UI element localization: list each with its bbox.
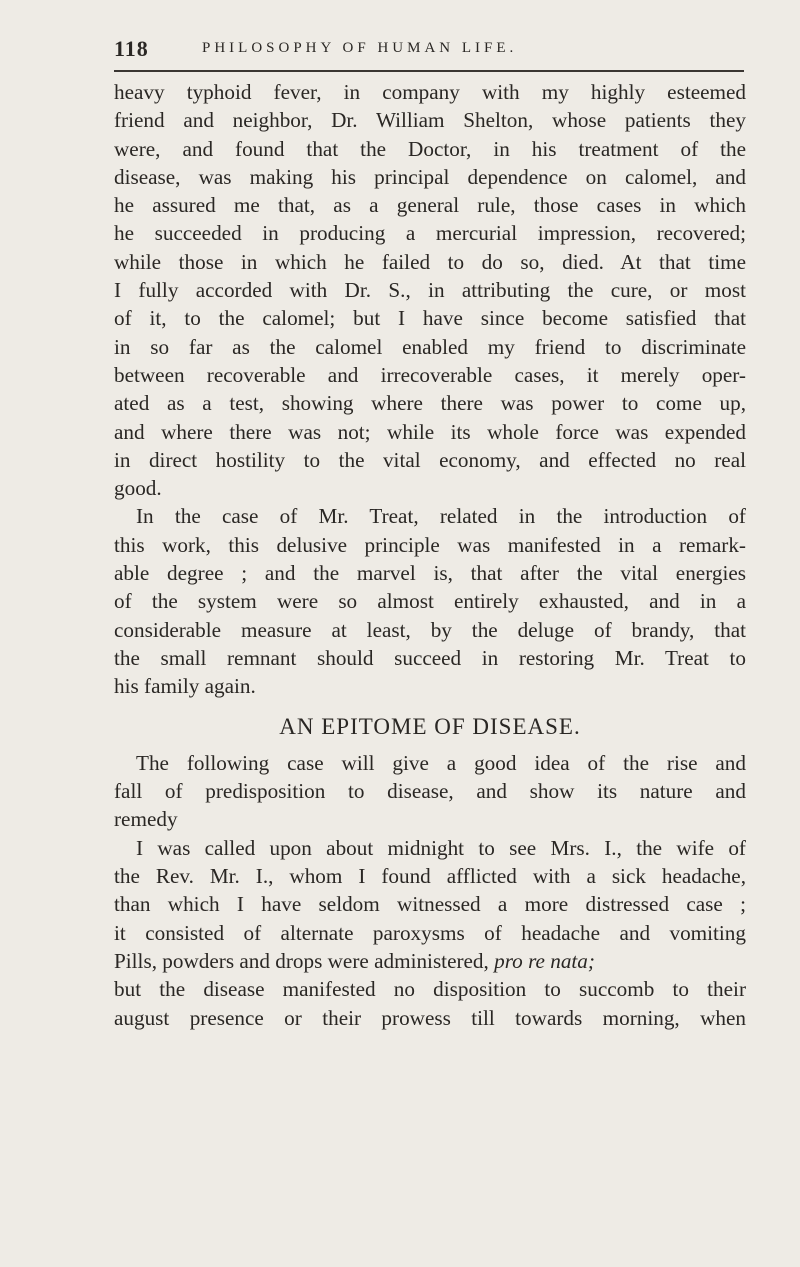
text-line: in so far as the calomel enabled my friend to discriminate bbox=[114, 334, 746, 359]
text-line: disease, was making his principal dependence on calomel, and bbox=[114, 164, 746, 189]
text-line: ated as a test, showing where there was power to come up, bbox=[114, 391, 746, 416]
text-line: I was called upon about midnight to see Mrs. I., the wife of bbox=[136, 835, 746, 860]
section-heading: AN EPITOME OF DISEASE. bbox=[279, 713, 581, 739]
text-line: and where there was not; while its whole force was expended bbox=[114, 419, 746, 444]
text-line: In the case of Mr. Treat, related in the introduction of bbox=[136, 504, 746, 529]
text-line: of it, to the calomel; but I have since become satisfied that bbox=[114, 306, 746, 331]
text-line: of the system were so almost entirely exhausted, and in a bbox=[114, 589, 746, 614]
text-line: were, and found that the Doctor, in his treatment of the bbox=[114, 136, 746, 161]
text-line: in direct hostility to the vital economy, and effected no real bbox=[114, 447, 746, 472]
text-segment: Pills, powders and drops were administered, bbox=[114, 948, 489, 973]
text-line bbox=[114, 947, 746, 975]
header-rule bbox=[114, 70, 744, 72]
text-line: august presence or their prowess till towards morning, when bbox=[114, 1005, 746, 1030]
text-line: good. bbox=[114, 476, 162, 501]
running-title: PHILOSOPHY OF HUMAN LIFE. bbox=[202, 40, 518, 56]
text-line: I fully accorded with Dr. S., in attributing the cure, or most bbox=[114, 278, 746, 303]
page-number: 118 bbox=[114, 36, 149, 61]
text-line: The following case will give a good idea of the rise and bbox=[136, 750, 746, 775]
body-text bbox=[114, 78, 746, 1032]
text-line: he assured me that, as a general rule, those cases in which bbox=[114, 193, 746, 218]
paragraph-continued bbox=[114, 78, 746, 502]
text-line: but the disease manifested no disposition to succomb to their bbox=[114, 977, 746, 1002]
text-line: friend and neighbor, Dr. William Shelton, whose patients they bbox=[114, 108, 746, 133]
text-line: the small remnant should succeed in restoring Mr. Treat to bbox=[114, 645, 746, 670]
text-line: he succeeded in producing a mercurial impression, recovered; bbox=[114, 221, 746, 246]
text-line: considerable measure at least, by the deluge of brandy, that bbox=[114, 617, 746, 642]
paragraph-epitome-intro bbox=[114, 749, 746, 834]
text-line: his family again. bbox=[114, 674, 256, 699]
text-line: while those in which he failed to do so, died. At that time bbox=[114, 249, 746, 274]
text-line: able degree ; and the marvel is, that after the vital energies bbox=[114, 561, 746, 586]
text-line: this work, this delusive principle was manifested in a remark- bbox=[114, 532, 746, 557]
text-line: heavy typhoid fever, in company with my highly esteemed bbox=[114, 80, 746, 104]
text-line: remedy bbox=[114, 807, 178, 832]
text-line: than which I have seldom witnessed a more distressed case ; bbox=[114, 892, 746, 917]
text-line: the Rev. Mr. I., whom I found afflicted with a sick headache, bbox=[114, 864, 746, 889]
text-line: between recoverable and irrecoverable cases, it merely oper- bbox=[114, 362, 746, 387]
paragraph-case-mrs-i bbox=[114, 834, 746, 1032]
text-line: it consisted of alternate paroxysms of headache and vomiting bbox=[114, 920, 746, 945]
latin-phrase: pro re nata; bbox=[494, 948, 595, 973]
running-head bbox=[114, 36, 744, 66]
paragraph-treat-case bbox=[114, 502, 746, 700]
text-line: fall of predisposition to disease, and show its nature and bbox=[114, 779, 746, 804]
